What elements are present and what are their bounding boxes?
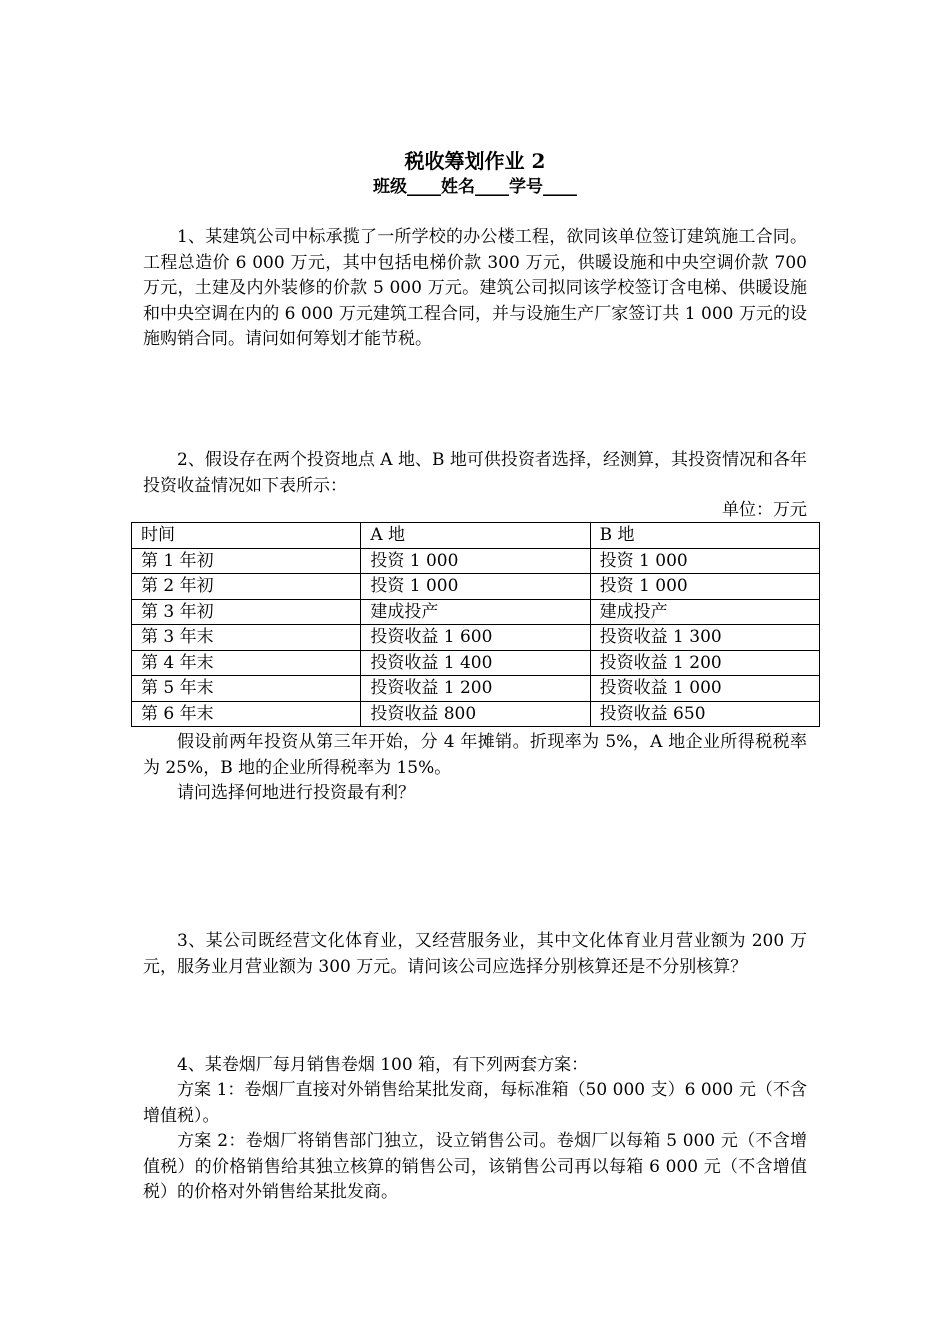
table-cell: 第 2 年初 [132, 574, 361, 600]
table-row [132, 650, 820, 676]
table-cell: 投资 1 000 [590, 548, 819, 574]
investment-table [131, 522, 820, 727]
question-4-text: 4、某卷烟厂每月销售卷烟 100 箱，有下列两套方案： [177, 1055, 589, 1075]
table-cell: 投资收益 650 [590, 701, 819, 727]
table-cell: 建成投产 [361, 599, 590, 625]
table-cell: 第 3 年末 [132, 625, 361, 651]
table-header-cell: 时间 [132, 523, 361, 549]
table-cell: 投资收益 800 [361, 701, 590, 727]
table-header-cell: B 地 [590, 523, 819, 549]
question-2-question: 请问选择何地进行投资最有利？ [177, 783, 415, 803]
question-4-plan-2: 方案 2：卷烟厂将销售部门独立，设立销售公司。卷烟厂以每箱 5 000 元（不含增值税）的价格销售给其独立核算的销售公司，该销售公司再以每箱 6 000 元（不含增值税）的价格对外销售给某批发商。 [143, 1131, 807, 1202]
table-cell: 第 5 年末 [132, 676, 361, 702]
table-row [132, 701, 820, 727]
table-cell: 投资收益 1 200 [361, 676, 590, 702]
doc-subtitle: 班级____姓名____学号____ [373, 177, 577, 197]
table-cell: 投资收益 1 300 [590, 625, 819, 651]
question-2-text: 2、假设存在两个投资地点 A 地、B 地可供投资者选择，经测算，其投资情况和各年投资收益情况如下表所示： [143, 450, 807, 496]
question-3-text: 3、某公司既经营文化体育业，又经营服务业，其中文化体育业月营业额为 200 万元，服务业月营业额为 300 万元。请问该公司应选择分别核算还是不分别核算？ [143, 931, 807, 977]
table-row [132, 625, 820, 651]
table-cell: 投资收益 1 600 [361, 625, 590, 651]
table-cell: 投资收益 1 200 [590, 650, 819, 676]
question-4-plan-1: 方案 1：卷烟厂直接对外销售给某批发商，每标准箱（50 000 支）6 000 元（不含增值税）。 [143, 1080, 807, 1126]
table-cell: 投资收益 1 000 [590, 676, 819, 702]
table-cell: 第 3 年初 [132, 599, 361, 625]
table-row [132, 574, 820, 600]
table-row [132, 548, 820, 574]
question-2-note: 假设前两年投资从第三年开始，分 4 年摊销。折现率为 5%，A 地企业所得税税率为 25%，B 地的企业所得税率为 15%。 [143, 732, 807, 778]
question-1-text: 1、某建筑公司中标承揽了一所学校的办公楼工程，欲同该单位签订建筑施工合同。工程总造价 6 000 万元，其中包括电梯价款 300 万元，供暖设施和中央空调价款 700 万元，土建及内外装修的价款 5 000 万元。建筑公司拟同该学校签订含电梯、供暖设施和中央空调在内的 6 000 万元建筑工程合同，并与设施生产厂家签订共 1 000 万元的设施购销合同。请问如何筹划才能节税。 [143, 227, 807, 349]
table-cell: 投资收益 1 400 [361, 650, 590, 676]
table-header-row [132, 523, 820, 549]
table-cell: 第 4 年末 [132, 650, 361, 676]
table-cell: 第 6 年末 [132, 701, 361, 727]
table-header-cell: A 地 [361, 523, 590, 549]
table-cell: 投资 1 000 [361, 548, 590, 574]
table-unit-label: 单位：万元 [722, 500, 807, 520]
doc-title: 税收筹划作业 2 [404, 149, 546, 173]
table-cell: 投资 1 000 [590, 574, 819, 600]
table-row [132, 676, 820, 702]
table-cell: 建成投产 [590, 599, 819, 625]
table-cell: 第 1 年初 [132, 548, 361, 574]
table-row [132, 599, 820, 625]
table-cell: 投资 1 000 [361, 574, 590, 600]
